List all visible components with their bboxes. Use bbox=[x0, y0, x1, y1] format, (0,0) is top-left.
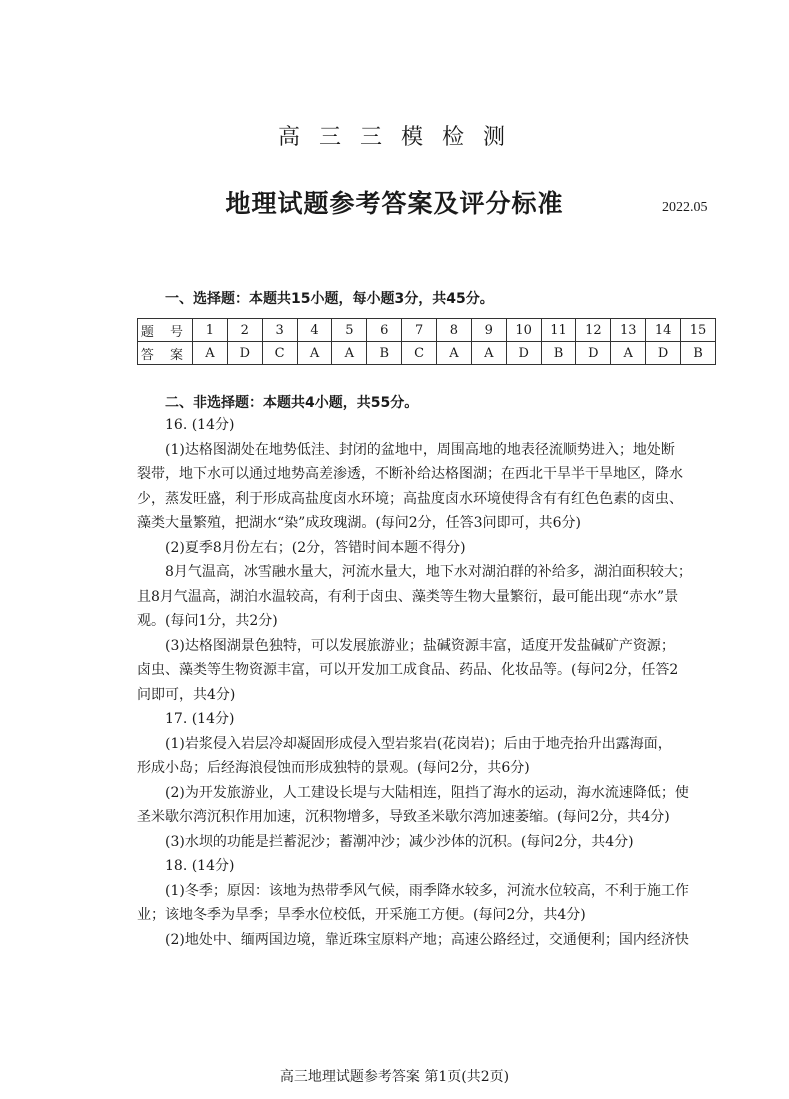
question-number-cell: 11 bbox=[541, 319, 576, 342]
answer-line: (1)冬季；原因：该地为热带季风气候，雨季降水较多，河流水位较高，不利于施工作 bbox=[165, 882, 689, 899]
question-number-cell: 9 bbox=[471, 319, 506, 342]
question-number-cell: 2 bbox=[227, 319, 262, 342]
question-number-cell: 4 bbox=[297, 319, 332, 342]
answer-line: 卤虫、藻类等生物资源丰富，可以开发加工成食品、药品、化妆品等。(每问2分，任答2 bbox=[137, 662, 679, 678]
question-heading: 16. (14分) bbox=[165, 417, 235, 433]
question-number-cell: 14 bbox=[646, 319, 681, 342]
answer-line: 藻类大量繁殖，把湖水“染”成玫瑰湖。(每问2分，任答3问即可，共6分) bbox=[137, 515, 581, 531]
question-number-cell: 1 bbox=[193, 319, 228, 342]
answer-line: (1)达格图湖处在地势低洼、封闭的盆地中，周围高地的地表径流顺势进入；地处断 bbox=[165, 441, 675, 458]
question-heading: 18. (14分) bbox=[165, 858, 235, 874]
answer-line: (2)为开发旅游业，人工建设长堤与大陆相连，阻挡了海水的运动，海水流速降低；使 bbox=[165, 784, 689, 801]
answer-cell: A bbox=[437, 342, 472, 365]
question-number-cell: 7 bbox=[402, 319, 437, 342]
question-number-cell: 12 bbox=[576, 319, 611, 342]
answer-cell: B bbox=[681, 342, 716, 365]
answer-cell: A bbox=[611, 342, 646, 365]
answer-cell: A bbox=[471, 342, 506, 365]
question-number-cell: 5 bbox=[332, 319, 367, 342]
question-number-cell: 6 bbox=[367, 319, 402, 342]
question-number-cell: 8 bbox=[437, 319, 472, 342]
question-number-cell: 10 bbox=[506, 319, 541, 342]
answer-line: 少，蒸发旺盛，利于形成高盐度卤水环境；高盐度卤水环境使得含有有红色色素的卤虫、 bbox=[137, 490, 683, 507]
answer-line: 观。(每问1分，共2分) bbox=[137, 613, 278, 629]
exam-header: 高 三 三 模 检 测 bbox=[278, 125, 511, 150]
question-number-cell: 13 bbox=[611, 319, 646, 342]
answer-cell: A bbox=[297, 342, 332, 365]
answer-line: 8月气温高，冰雪融水量大，河流水量大，地下水对湖泊群的补给多，湖泊面积较大； bbox=[165, 564, 692, 580]
answer-cell: D bbox=[506, 342, 541, 365]
answer-cell: B bbox=[541, 342, 576, 365]
answer-line: (2)夏季8月份左右；(2分，答错时间本题不得分) bbox=[165, 539, 466, 556]
section1-heading: 一、选择题：本题共15小题，每小题3分，共45分。 bbox=[165, 291, 494, 307]
answer-cell: D bbox=[227, 342, 262, 365]
answer-line: 业；该地冬季为旱季；旱季水位校低，开采施工方便。(每问2分，共4分) bbox=[137, 907, 586, 923]
answer-cell: C bbox=[402, 342, 437, 365]
answer-cell: A bbox=[193, 342, 228, 365]
answer-line: 形成小岛；后经海浪侵蚀而形成独特的景观。(每问2分，共6分) bbox=[137, 760, 530, 776]
question-number-cell: 15 bbox=[681, 319, 716, 342]
row-label-number: 题 号 bbox=[138, 319, 193, 342]
answer-cell: C bbox=[262, 342, 297, 365]
answer-table bbox=[137, 318, 716, 365]
document-title: 地理试题参考答案及评分标准 bbox=[225, 189, 564, 218]
answer-line: 圣米歇尔湾沉积作用加速，沉积物增多，导致圣米歇尔湾加速萎缩。(每问2分，共4分) bbox=[137, 809, 670, 825]
answer-line: (2)地处中、缅两国边境，靠近珠宝原料产地；高速公路经过，交通便利；国内经济快 bbox=[165, 931, 689, 948]
answer-cell: D bbox=[576, 342, 611, 365]
answer-cell: A bbox=[332, 342, 367, 365]
document-date: 2022.05 bbox=[662, 200, 708, 215]
question-number-cell: 3 bbox=[262, 319, 297, 342]
answer-line: 且8月气温高，湖泊水温较高，有利于卤虫、藻类等生物大量繁衍，最可能出现“赤水”景 bbox=[137, 588, 679, 605]
answer-cell: B bbox=[367, 342, 402, 365]
row-label-answer: 答 案 bbox=[138, 342, 193, 365]
answer-line: (1)岩浆侵入岩层冷却凝固形成侵入型岩浆岩(花岗岩)；后由于地壳抬升出露海面， bbox=[165, 735, 672, 752]
answer-line: (3)水坝的功能是拦蓄泥沙；蓄潮冲沙；减少沙体的沉积。(每问2分，共4分) bbox=[165, 833, 634, 850]
page-footer: 高三地理试题参考答案 第1页(共2页) bbox=[279, 1069, 510, 1085]
answer-cell: D bbox=[646, 342, 681, 365]
answer-line: (3)达格图湖景色独特，可以发展旅游业；盐碱资源丰富，适度开发盐碱矿产资源； bbox=[165, 637, 675, 654]
question-heading: 17. (14分) bbox=[165, 711, 235, 727]
section2-heading: 二、非选择题：本题共4小题，共55分。 bbox=[165, 395, 419, 411]
number-row bbox=[138, 319, 716, 342]
answer-row bbox=[138, 342, 716, 365]
answer-line: 裂带，地下水可以通过地势高差渗透，不断补给达格图湖；在西北干旱半干旱地区，降水 bbox=[137, 466, 683, 482]
answer-line: 问即可，共4分) bbox=[137, 686, 236, 703]
